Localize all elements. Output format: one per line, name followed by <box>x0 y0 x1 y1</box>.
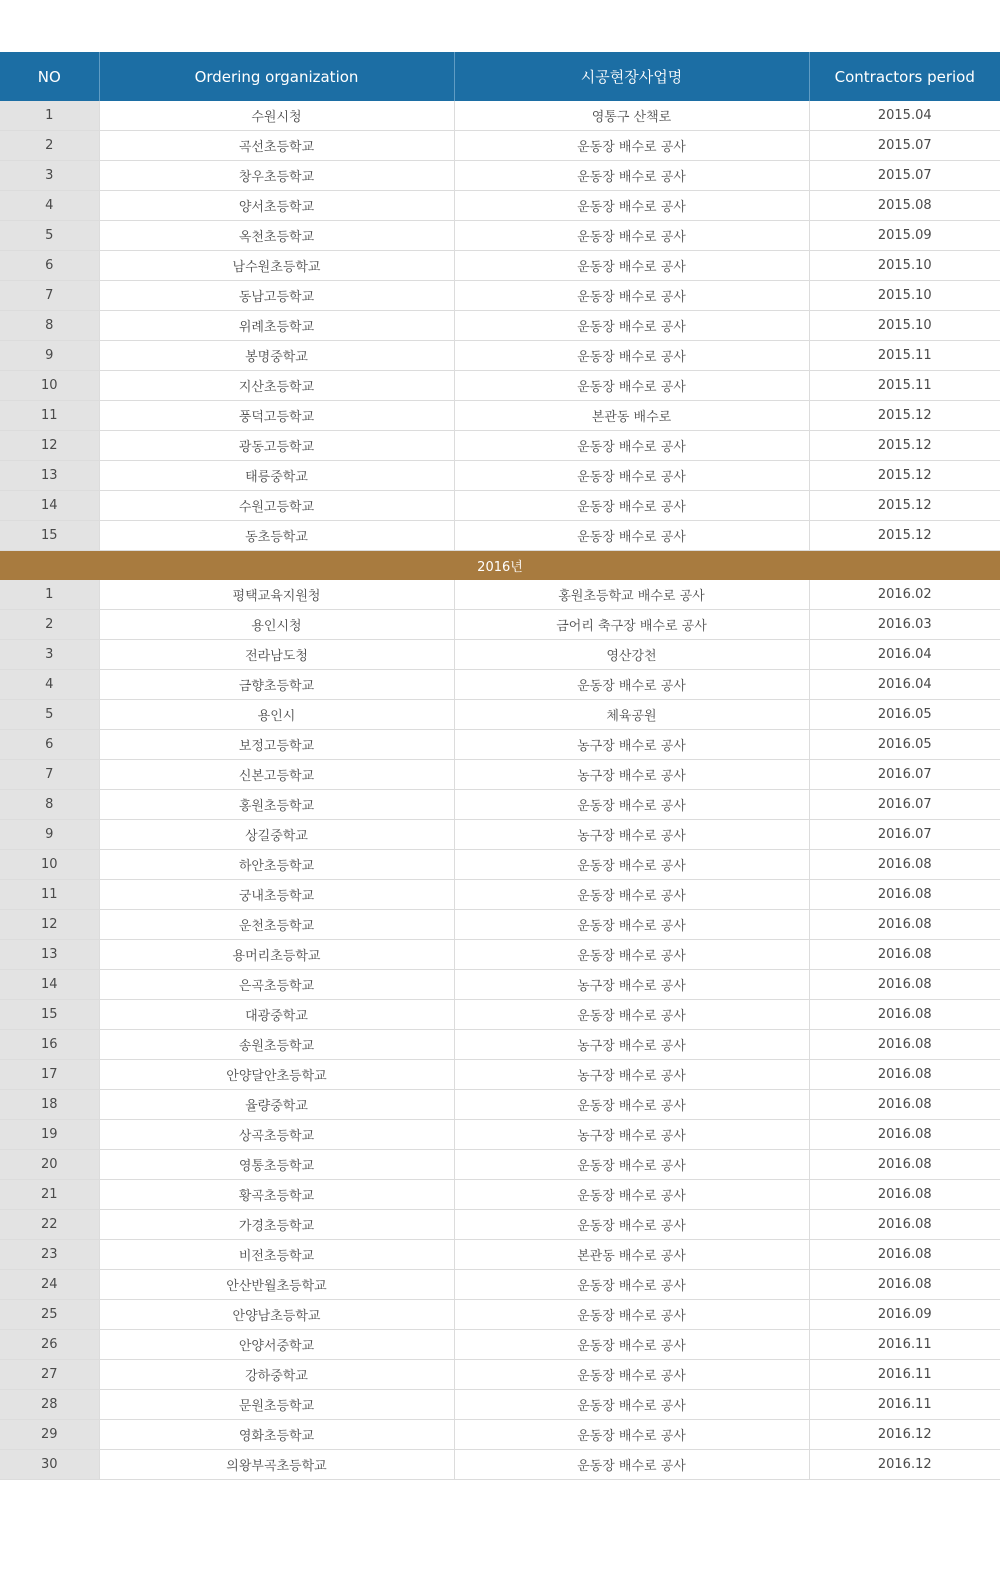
contract-period: 2016.08 <box>809 1180 1000 1210</box>
ordering-organization: 위례초등학교 <box>99 311 454 341</box>
contract-period: 2016.02 <box>809 580 1000 610</box>
row-number: 13 <box>0 940 99 970</box>
table-row <box>0 790 1000 820</box>
contract-period: 2016.05 <box>809 730 1000 760</box>
project-name: 운동장 배수로 공사 <box>454 1270 809 1300</box>
row-number: 4 <box>0 670 99 700</box>
table-header-row <box>0 52 1000 101</box>
contracts-table-container <box>0 52 1000 1480</box>
contract-period: 2016.07 <box>809 760 1000 790</box>
ordering-organization: 영통초등학교 <box>99 1150 454 1180</box>
row-number: 28 <box>0 1390 99 1420</box>
table-row <box>0 580 1000 610</box>
project-name: 농구장 배수로 공사 <box>454 1060 809 1090</box>
ordering-organization: 광동고등학교 <box>99 431 454 461</box>
row-number: 13 <box>0 461 99 491</box>
contract-period: 2015.11 <box>809 371 1000 401</box>
ordering-organization: 송원초등학교 <box>99 1030 454 1060</box>
ordering-organization: 하안초등학교 <box>99 850 454 880</box>
project-name: 영통구 산책로 <box>454 101 809 131</box>
table-row <box>0 371 1000 401</box>
project-name: 영산강천 <box>454 640 809 670</box>
table-row <box>0 910 1000 940</box>
project-name: 운동장 배수로 공사 <box>454 461 809 491</box>
table-row <box>0 1390 1000 1420</box>
row-number: 12 <box>0 431 99 461</box>
contract-period: 2015.12 <box>809 461 1000 491</box>
ordering-organization: 운천초등학교 <box>99 910 454 940</box>
ordering-organization: 대광중학교 <box>99 1000 454 1030</box>
row-number: 19 <box>0 1120 99 1150</box>
row-number: 25 <box>0 1300 99 1330</box>
row-number: 3 <box>0 161 99 191</box>
ordering-organization: 수원고등학교 <box>99 491 454 521</box>
row-number: 7 <box>0 760 99 790</box>
table-row <box>0 461 1000 491</box>
ordering-organization: 보정고등학교 <box>99 730 454 760</box>
year-label: 2016년 <box>0 551 1000 581</box>
project-name: 운동장 배수로 공사 <box>454 1300 809 1330</box>
row-number: 8 <box>0 790 99 820</box>
contract-period: 2016.11 <box>809 1360 1000 1390</box>
ordering-organization: 용인시 <box>99 700 454 730</box>
table-row <box>0 1030 1000 1060</box>
project-name: 운동장 배수로 공사 <box>454 850 809 880</box>
table-row <box>0 1000 1000 1030</box>
contract-period: 2016.08 <box>809 1000 1000 1030</box>
table-row <box>0 1180 1000 1210</box>
table-row <box>0 1210 1000 1240</box>
group-2015-body <box>0 101 1000 551</box>
row-number: 27 <box>0 1360 99 1390</box>
row-number: 20 <box>0 1150 99 1180</box>
contract-period: 2015.12 <box>809 431 1000 461</box>
table-row <box>0 820 1000 850</box>
project-name: 운동장 배수로 공사 <box>454 221 809 251</box>
contract-period: 2016.08 <box>809 970 1000 1000</box>
project-name: 운동장 배수로 공사 <box>454 311 809 341</box>
project-name: 금어리 축구장 배수로 공사 <box>454 610 809 640</box>
table-row <box>0 1270 1000 1300</box>
row-number: 17 <box>0 1060 99 1090</box>
table-row <box>0 1450 1000 1480</box>
project-name: 운동장 배수로 공사 <box>454 521 809 551</box>
ordering-organization: 지산초등학교 <box>99 371 454 401</box>
table-row <box>0 281 1000 311</box>
ordering-organization: 용인시청 <box>99 610 454 640</box>
table-row <box>0 191 1000 221</box>
table-row <box>0 1360 1000 1390</box>
row-number: 2 <box>0 610 99 640</box>
contract-period: 2015.10 <box>809 251 1000 281</box>
contract-period: 2016.08 <box>809 1120 1000 1150</box>
table-row <box>0 1120 1000 1150</box>
row-number: 24 <box>0 1270 99 1300</box>
table-row <box>0 610 1000 640</box>
row-number: 5 <box>0 700 99 730</box>
project-name: 농구장 배수로 공사 <box>454 970 809 1000</box>
project-name: 운동장 배수로 공사 <box>454 1390 809 1420</box>
row-number: 14 <box>0 970 99 1000</box>
row-number: 2 <box>0 131 99 161</box>
ordering-organization: 평택교육지원청 <box>99 580 454 610</box>
row-number: 26 <box>0 1330 99 1360</box>
header-ordering-organization: Ordering organization <box>99 52 454 101</box>
row-number: 9 <box>0 341 99 371</box>
contract-period: 2016.09 <box>809 1300 1000 1330</box>
ordering-organization: 가경초등학교 <box>99 1210 454 1240</box>
row-number: 8 <box>0 311 99 341</box>
ordering-organization: 강하중학교 <box>99 1360 454 1390</box>
ordering-organization: 상곡초등학교 <box>99 1120 454 1150</box>
ordering-organization: 안산반월초등학교 <box>99 1270 454 1300</box>
contract-period: 2015.07 <box>809 161 1000 191</box>
ordering-organization: 양서초등학교 <box>99 191 454 221</box>
project-name: 농구장 배수로 공사 <box>454 1120 809 1150</box>
row-number: 23 <box>0 1240 99 1270</box>
row-number: 12 <box>0 910 99 940</box>
project-name: 운동장 배수로 공사 <box>454 940 809 970</box>
contract-period: 2015.12 <box>809 521 1000 551</box>
contract-period: 2016.12 <box>809 1420 1000 1450</box>
contract-period: 2015.10 <box>809 281 1000 311</box>
contract-period: 2015.07 <box>809 131 1000 161</box>
ordering-organization: 영화초등학교 <box>99 1420 454 1450</box>
year-divider-2016 <box>0 551 1000 581</box>
table-row <box>0 640 1000 670</box>
project-name: 운동장 배수로 공사 <box>454 191 809 221</box>
ordering-organization: 동남고등학교 <box>99 281 454 311</box>
row-number: 9 <box>0 820 99 850</box>
contract-period: 2016.04 <box>809 670 1000 700</box>
project-name: 운동장 배수로 공사 <box>454 281 809 311</box>
contract-period: 2016.08 <box>809 1270 1000 1300</box>
row-number: 11 <box>0 880 99 910</box>
ordering-organization: 옥천초등학교 <box>99 221 454 251</box>
project-name: 본관동 배수로 공사 <box>454 1240 809 1270</box>
table-row <box>0 850 1000 880</box>
table-row <box>0 1240 1000 1270</box>
row-number: 14 <box>0 491 99 521</box>
table-row <box>0 311 1000 341</box>
contract-period: 2015.10 <box>809 311 1000 341</box>
project-name: 농구장 배수로 공사 <box>454 820 809 850</box>
table-row <box>0 1330 1000 1360</box>
table-row <box>0 521 1000 551</box>
contract-period: 2016.08 <box>809 850 1000 880</box>
ordering-organization: 동초등학교 <box>99 521 454 551</box>
project-name: 운동장 배수로 공사 <box>454 1000 809 1030</box>
ordering-organization: 홍원초등학교 <box>99 790 454 820</box>
contract-period: 2016.11 <box>809 1330 1000 1360</box>
ordering-organization: 은곡초등학교 <box>99 970 454 1000</box>
ordering-organization: 황곡초등학교 <box>99 1180 454 1210</box>
project-name: 체육공원 <box>454 700 809 730</box>
ordering-organization: 상길중학교 <box>99 820 454 850</box>
row-number: 10 <box>0 850 99 880</box>
ordering-organization: 용머리초등학교 <box>99 940 454 970</box>
project-name: 운동장 배수로 공사 <box>454 1150 809 1180</box>
project-name: 운동장 배수로 공사 <box>454 1090 809 1120</box>
project-name: 농구장 배수로 공사 <box>454 730 809 760</box>
row-number: 5 <box>0 221 99 251</box>
contracts-table <box>0 52 1000 1480</box>
ordering-organization: 풍덕고등학교 <box>99 401 454 431</box>
project-name: 운동장 배수로 공사 <box>454 251 809 281</box>
table-row <box>0 880 1000 910</box>
table-row <box>0 491 1000 521</box>
contract-period: 2015.12 <box>809 401 1000 431</box>
contract-period: 2015.09 <box>809 221 1000 251</box>
year-row <box>0 551 1000 581</box>
ordering-organization: 율량중학교 <box>99 1090 454 1120</box>
table-row <box>0 700 1000 730</box>
row-number: 16 <box>0 1030 99 1060</box>
row-number: 21 <box>0 1180 99 1210</box>
row-number: 4 <box>0 191 99 221</box>
contract-period: 2016.08 <box>809 1240 1000 1270</box>
table-row <box>0 940 1000 970</box>
ordering-organization: 문원초등학교 <box>99 1390 454 1420</box>
row-number: 6 <box>0 251 99 281</box>
project-name: 운동장 배수로 공사 <box>454 431 809 461</box>
ordering-organization: 곡선초등학교 <box>99 131 454 161</box>
table-row <box>0 970 1000 1000</box>
project-name: 운동장 배수로 공사 <box>454 131 809 161</box>
contract-period: 2016.07 <box>809 790 1000 820</box>
contract-period: 2015.08 <box>809 191 1000 221</box>
table-row <box>0 161 1000 191</box>
table-row <box>0 760 1000 790</box>
ordering-organization: 수원시청 <box>99 101 454 131</box>
contract-period: 2015.04 <box>809 101 1000 131</box>
header-project-name: 시공현장사업명 <box>454 52 809 101</box>
table-row <box>0 730 1000 760</box>
ordering-organization: 태릉중학교 <box>99 461 454 491</box>
contract-period: 2016.05 <box>809 700 1000 730</box>
project-name: 운동장 배수로 공사 <box>454 1330 809 1360</box>
row-number: 18 <box>0 1090 99 1120</box>
project-name: 운동장 배수로 공사 <box>454 1420 809 1450</box>
group-2016-body <box>0 580 1000 1480</box>
ordering-organization: 창우초등학교 <box>99 161 454 191</box>
row-number: 15 <box>0 521 99 551</box>
contract-period: 2016.12 <box>809 1450 1000 1480</box>
row-number: 22 <box>0 1210 99 1240</box>
contract-period: 2016.08 <box>809 910 1000 940</box>
contract-period: 2016.07 <box>809 820 1000 850</box>
project-name: 운동장 배수로 공사 <box>454 670 809 700</box>
contract-period: 2016.08 <box>809 940 1000 970</box>
table-row <box>0 401 1000 431</box>
ordering-organization: 봉명중학교 <box>99 341 454 371</box>
project-name: 운동장 배수로 공사 <box>454 341 809 371</box>
project-name: 본관동 배수로 <box>454 401 809 431</box>
row-number: 3 <box>0 640 99 670</box>
table-row <box>0 1090 1000 1120</box>
table-row <box>0 251 1000 281</box>
contract-period: 2016.04 <box>809 640 1000 670</box>
header-no: NO <box>0 52 99 101</box>
project-name: 운동장 배수로 공사 <box>454 161 809 191</box>
row-number: 7 <box>0 281 99 311</box>
ordering-organization: 금향초등학교 <box>99 670 454 700</box>
project-name: 농구장 배수로 공사 <box>454 1030 809 1060</box>
ordering-organization: 안양남초등학교 <box>99 1300 454 1330</box>
table-row <box>0 1300 1000 1330</box>
contract-period: 2016.08 <box>809 1060 1000 1090</box>
table-row <box>0 131 1000 161</box>
contract-period: 2016.11 <box>809 1390 1000 1420</box>
row-number: 15 <box>0 1000 99 1030</box>
ordering-organization: 의왕부곡초등학교 <box>99 1450 454 1480</box>
project-name: 운동장 배수로 공사 <box>454 1450 809 1480</box>
ordering-organization: 신본고등학교 <box>99 760 454 790</box>
row-number: 11 <box>0 401 99 431</box>
contract-period: 2016.08 <box>809 1090 1000 1120</box>
contract-period: 2016.08 <box>809 1210 1000 1240</box>
table-row <box>0 1420 1000 1450</box>
row-number: 1 <box>0 101 99 131</box>
project-name: 운동장 배수로 공사 <box>454 880 809 910</box>
contract-period: 2015.12 <box>809 491 1000 521</box>
ordering-organization: 궁내초등학교 <box>99 880 454 910</box>
project-name: 홍원초등학교 배수로 공사 <box>454 580 809 610</box>
ordering-organization: 비전초등학교 <box>99 1240 454 1270</box>
project-name: 운동장 배수로 공사 <box>454 1180 809 1210</box>
project-name: 운동장 배수로 공사 <box>454 910 809 940</box>
table-row <box>0 1150 1000 1180</box>
row-number: 10 <box>0 371 99 401</box>
ordering-organization: 전라남도청 <box>99 640 454 670</box>
ordering-organization: 남수원초등학교 <box>99 251 454 281</box>
contract-period: 2015.11 <box>809 341 1000 371</box>
ordering-organization: 안양달안초등학교 <box>99 1060 454 1090</box>
project-name: 농구장 배수로 공사 <box>454 760 809 790</box>
row-number: 6 <box>0 730 99 760</box>
project-name: 운동장 배수로 공사 <box>454 1210 809 1240</box>
contract-period: 2016.03 <box>809 610 1000 640</box>
table-row <box>0 1060 1000 1090</box>
row-number: 29 <box>0 1420 99 1450</box>
table-row <box>0 101 1000 131</box>
project-name: 운동장 배수로 공사 <box>454 371 809 401</box>
table-row <box>0 221 1000 251</box>
header-contractors-period: Contractors period <box>809 52 1000 101</box>
contract-period: 2016.08 <box>809 1030 1000 1060</box>
row-number: 1 <box>0 580 99 610</box>
project-name: 운동장 배수로 공사 <box>454 790 809 820</box>
project-name: 운동장 배수로 공사 <box>454 1360 809 1390</box>
contract-period: 2016.08 <box>809 1150 1000 1180</box>
table-row <box>0 670 1000 700</box>
contract-period: 2016.08 <box>809 880 1000 910</box>
row-number: 30 <box>0 1450 99 1480</box>
ordering-organization: 안양서중학교 <box>99 1330 454 1360</box>
project-name: 운동장 배수로 공사 <box>454 491 809 521</box>
table-row <box>0 341 1000 371</box>
table-row <box>0 431 1000 461</box>
